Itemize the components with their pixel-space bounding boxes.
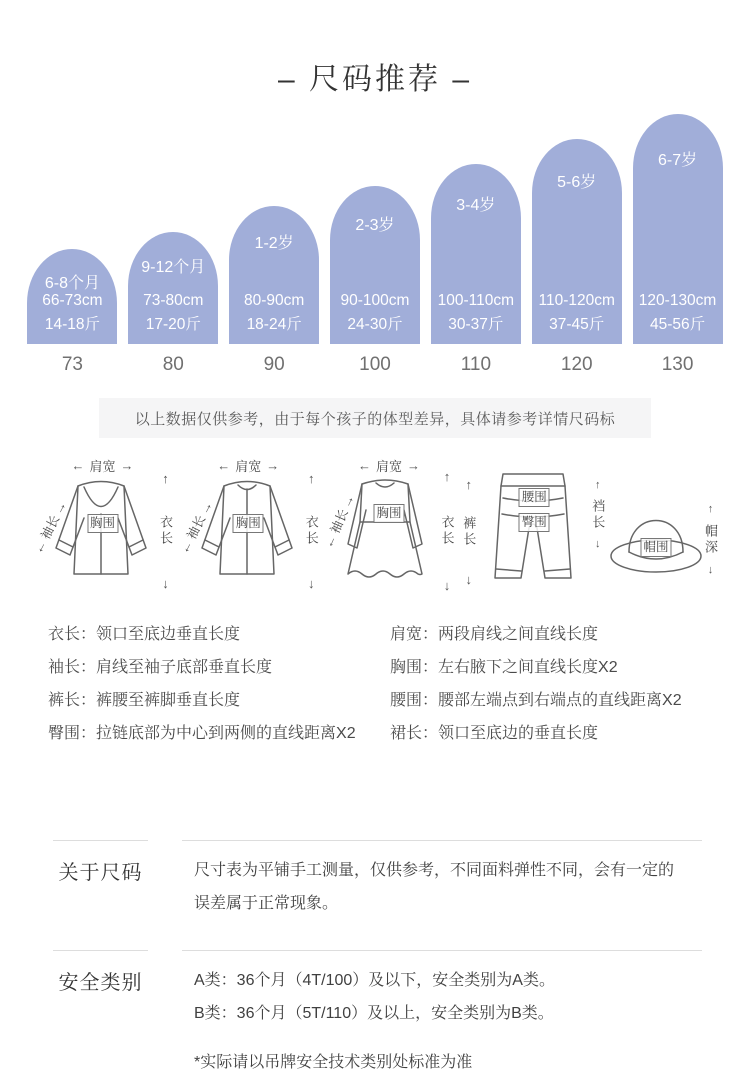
height-range-label: 73-80cm [143,292,204,309]
definition-row [48,684,390,717]
size-bar-100 [330,186,420,344]
measurement-diagrams [0,456,750,598]
waist-label: 腰围 [519,488,550,507]
arrow-right-icon: → [49,498,70,517]
garment-length-label: 衣长 [158,515,173,547]
size-chart [0,114,750,376]
garment-length-measure [438,470,457,592]
shoulder-width-label: 肩宽 [235,459,262,474]
size-tick: 130 [661,354,694,375]
hat-depth-label: 帽深 [703,524,718,556]
diagram-hat [608,456,720,596]
bar-info [221,289,327,337]
size-bar-73 [27,249,117,344]
definition-desc: 领口至底边垂直长度 [96,626,241,643]
definition-desc: 肩线至袖子底部垂直长度 [96,659,273,676]
size-chart-ticks [22,354,728,376]
arrow-right-icon: → [266,458,280,473]
reference-note: 以上数据仅供参考，由于每个孩子的体型差异，具体请参考详情尺码标 [99,398,651,438]
garment-length-label: 衣长 [303,515,319,547]
definition-row [48,618,390,651]
size-tick: 90 [263,354,285,375]
definition-desc: 领口至底边的垂直长度 [438,725,599,742]
diagram-hooded-jacket [30,456,175,596]
size-bar-120 [532,139,622,344]
size-bar-80 [128,232,218,344]
definition-desc: 两段肩线之间直线长度 [438,626,599,643]
weight-range-label: 14-18斤 [44,316,100,333]
definitions-right-column [390,618,710,750]
height-range-label: 100-110cm [437,292,515,309]
definition-term: 肩宽： [390,626,439,643]
hat-circumference-label: 帽围 [640,538,671,557]
sleeve-length-label: 袖长 [184,513,209,542]
size-column-130 [627,114,728,344]
definition-row [48,717,390,750]
safety-class-a-text: A类：36个月（4T/100）及以下，安全类别为A类。 [194,972,555,989]
arrow-down-icon: ↓ [465,572,472,587]
diagram-dress [319,456,457,596]
age-range-label: 6-8个月 [44,274,100,292]
height-range-label: 110-120cm [538,292,615,309]
arrow-left-icon: ← [29,537,50,556]
size-chart-bars [22,114,728,344]
safety-footnote: *实际请以吊牌安全技术类别处标准为准 [194,1054,473,1071]
definition-desc: 腰部左端点到右端点的直线距离X2 [438,692,682,709]
bar-info [19,289,125,337]
safety-category-section [53,950,702,1079]
crotch-length-label: 裆长 [590,499,606,531]
age-range-label: 1-2岁 [254,235,294,253]
size-column-90 [224,206,325,344]
garment-length-measure [156,472,175,590]
definition-desc: 左右腋下之间直线长度X2 [438,659,618,676]
definition-row [390,684,710,717]
shoulder-width-label: 肩宽 [89,459,116,474]
definition-term: 臀围： [48,725,97,742]
arrow-right-icon: → [120,458,134,473]
chest-label: 胸围 [87,514,118,533]
height-range-label: 90-100cm [340,292,410,309]
bar-info [625,289,731,337]
arrow-left-icon: ← [217,458,231,473]
definition-term: 袖长： [48,659,97,676]
age-range-label: 2-3岁 [355,217,395,235]
arrow-left-icon: ← [175,537,195,556]
crotch-length-measure [588,480,607,550]
arrow-right-icon: → [195,498,215,517]
definitions-left-column [48,618,390,750]
definition-term: 裙长： [390,725,439,742]
arrow-down-icon: ↓ [595,538,601,550]
garment-length-measure [302,472,321,590]
definition-row [48,651,390,684]
arrow-down-icon: ↓ [308,576,315,591]
definition-row [390,717,710,750]
weight-range-label: 30-37斤 [448,316,504,333]
age-range-label: 3-4岁 [456,197,496,215]
shoulder-width-label: 肩宽 [375,459,403,474]
bar-info [423,289,529,337]
page-title: – 尺码推荐 – [277,63,473,96]
arrow-up-icon: ↑ [308,471,315,486]
shoulder-width-measure [71,456,133,475]
sleeve-length-label: 袖长 [327,507,351,536]
measurement-definitions [0,618,750,750]
chest-label: 胸围 [373,504,404,523]
size-tick: 120 [560,354,593,375]
arrow-down-icon: ↓ [162,576,169,591]
chest-label: 胸围 [233,514,264,533]
shoulder-width-measure [358,456,420,475]
about-size-section [53,840,702,950]
weight-range-label: 18-24斤 [246,316,302,333]
hat-drawing [608,494,704,578]
definition-term: 腰围： [390,692,439,709]
bar-info [322,289,428,337]
diagram-pants [457,456,607,596]
size-column-120 [526,139,627,344]
hip-label: 臀围 [519,513,550,532]
size-bar-130 [633,114,723,344]
size-column-80 [123,232,224,344]
weight-range-label: 37-45斤 [549,316,605,333]
size-tick: 100 [359,354,391,375]
height-range-label: 66-73cm [42,292,103,309]
arrow-up-icon: ↑ [443,469,451,484]
safety-category-body [182,950,702,1079]
garment-length-label: 衣长 [439,515,455,547]
age-range-label: 5-6岁 [557,174,597,192]
shoulder-width-measure [217,456,279,475]
arrow-up-icon: ↑ [707,503,714,515]
size-tick: 110 [460,354,492,375]
definition-term: 胸围： [390,659,439,676]
safety-class-b-text: B类：36个月（5T/110）及以上，安全类别为B类。 [194,1005,554,1022]
arrow-up-icon: ↑ [595,479,601,491]
definition-row [390,618,710,651]
about-size-body [182,840,702,950]
size-column-110 [425,164,526,344]
arrow-left-icon: ← [71,458,85,473]
bar-info [524,289,630,337]
size-bar-110 [431,164,521,344]
weight-range-label: 45-56斤 [650,316,706,333]
arrow-up-icon: ↑ [465,477,472,492]
size-tick: 73 [61,354,83,375]
arrow-down-icon: ↓ [707,564,714,576]
arrow-right-icon: → [337,491,357,510]
pants-length-measure [459,478,478,586]
sleeve-length-label: 袖长 [38,513,63,542]
about-size-title: 关于尺码 [53,840,148,950]
diagram-jacket [176,456,321,596]
hat-depth-measure [701,504,720,576]
definition-row [390,651,710,684]
age-range-label: 6-7岁 [658,151,698,169]
arrow-left-icon: ← [357,458,371,473]
dress-drawing [330,470,440,592]
height-range-label: 120-130cm [638,292,717,309]
arrow-left-icon: ← [319,532,339,551]
pants-length-label: 裤长 [461,516,477,548]
size-column-73 [22,249,123,344]
weight-range-label: 24-30斤 [347,316,403,333]
size-column-100 [325,186,426,344]
size-bar-90 [229,206,319,344]
definition-desc: 裤腰至裤脚垂直长度 [96,692,241,709]
height-range-label: 80-90cm [243,292,305,309]
weight-range-label: 17-20斤 [145,316,201,333]
definition-term: 裤长： [48,692,97,709]
about-size-text: 尺寸表为平铺手工测量，仅供参考，不同面料弹性不同，会有一定的误差属于正常现象。 [194,862,675,912]
age-range-label: 9-12个月 [141,259,206,277]
arrow-right-icon: → [407,458,421,473]
size-tick: 80 [162,354,184,375]
definition-term: 衣长： [48,626,97,643]
definition-desc: 拉链底部为中心到两侧的直线距离X2 [96,725,356,742]
arrow-down-icon: ↓ [443,578,451,593]
safety-category-title: 安全类别 [53,950,148,1079]
arrow-up-icon: ↑ [162,471,169,486]
bar-info [120,289,226,337]
